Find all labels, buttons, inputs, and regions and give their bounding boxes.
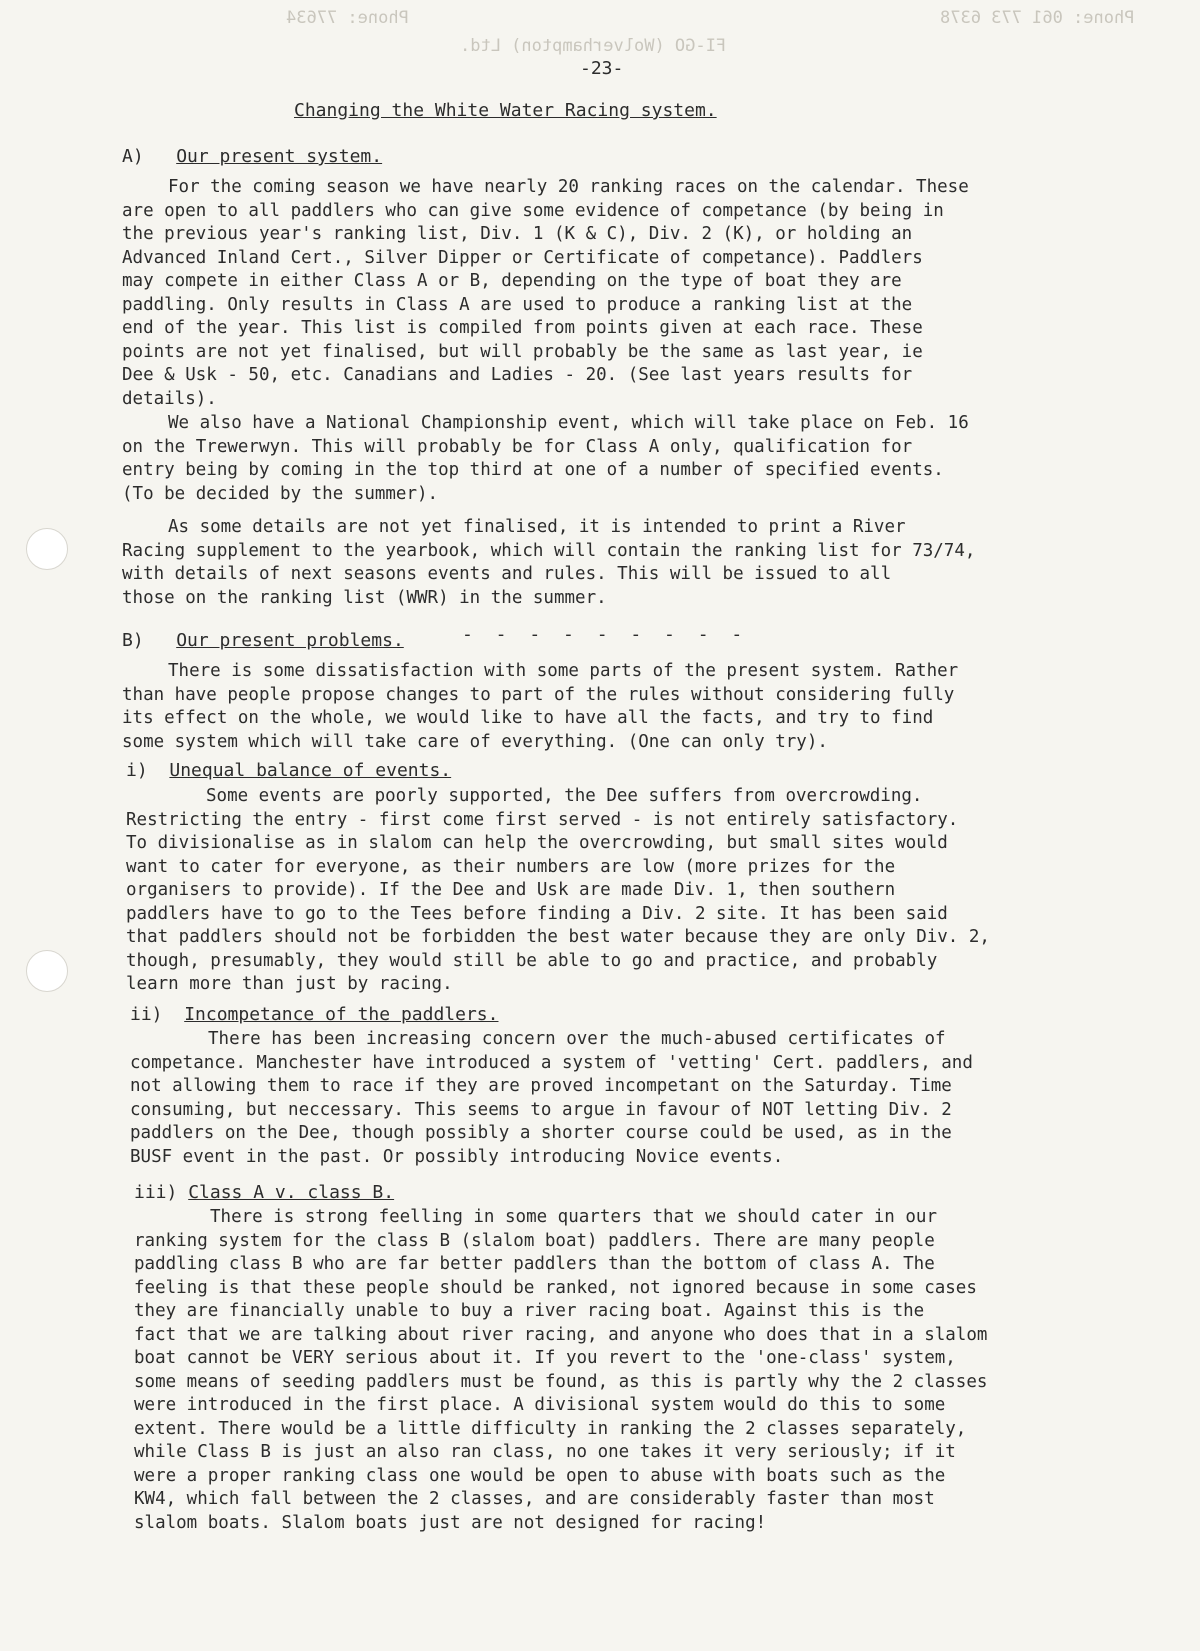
subsection-iii-label: iii) [134,1182,178,1203]
text-line: For the coming season we have nearly 20 ranking races on the calendar. These [168,177,969,197]
text-line: they are financially unable to buy a river racing boat. Against this is the [134,1301,925,1321]
text-line: There has been increasing concern over the much-abused certificates of [208,1029,946,1049]
text-line: organisers to provide). If the Dee and Usk are made Div. 1, then southern [126,880,896,900]
text-line: details). [122,388,217,409]
text-line: (To be decided by the summer). [122,483,439,504]
section-b-intro [122,660,958,754]
section-a-paragraph-1 [122,176,969,411]
text-line: competance. Manchester have introduced a system of 'vetting' Cert. paddlers, and [130,1052,973,1073]
subsection-ii-text [130,1028,973,1169]
subsection-i-heading [126,760,451,781]
subsection-ii-title: Incompetance of the paddlers. [184,1004,499,1025]
section-a-heading [122,146,382,167]
text-line: boat cannot be VERY serious about it. If you revert to the 'one-class' system, [134,1348,956,1368]
section-b-label: B) [122,630,144,651]
text-line: To divisionalise as in slalom can help the overcrowding, but small sites would [126,833,948,853]
text-line: slalom boats. Slalom boats just are not designed for racing! [134,1512,767,1533]
subsection-i-title: Unequal balance of events. [169,760,452,781]
text-line: those on the ranking list (WWR) in the summer. [122,587,607,608]
text-line: paddling class B who are far better paddlers than the bottom of class A. The [134,1254,935,1274]
subsection-iii-text [134,1206,987,1535]
text-line: learn more than just by racing. [126,974,453,994]
subsection-i-text [126,785,990,997]
text-line: its effect on the whole, we would like to have all the facts, and try to find [122,708,934,728]
text-line: There is some dissatisfaction with some parts of the present system. Rather [168,661,959,681]
text-line: while Class B is just an also ran class, no one takes it very seriously; if it [134,1442,956,1462]
text-line: Advanced Inland Cert., Silver Dipper or Certificate of competance). Paddlers [122,247,923,268]
show-through-company: FI-GO (Wolverhampton) Ltd. [460,36,727,56]
text-line: paddlers on the Dee, though possibly a shorter course could be used, as in the [130,1123,952,1143]
section-b-heading [122,630,404,651]
text-line: entry being by coming in the top third at one of a number of specified events. [122,460,944,480]
text-line: with details of next seasons events and rules. This will be issued to all [122,564,892,584]
section-a-title: Our present system. [176,146,383,167]
punch-hole-top [26,528,68,570]
text-line: Dee & Usk - 50, etc. Canadians and Ladies - 20. (See last years results for [122,365,913,385]
text-line: KW4, which fall between the 2 classes, and are considerably faster than most [134,1489,935,1509]
show-through-phone-left: Phone: 77634 [286,8,409,28]
text-line: want to cater for everyone, as their numbers are low (more prizes for the [126,856,896,877]
text-line: consuming, but neccessary. This seems to argue in favour of NOT letting Div. 2 [130,1099,952,1120]
text-line: Racing supplement to the yearbook, which will contain the ranking list for 73/74, [122,540,976,561]
text-line: some system which will take care of everything. (One can only try). [122,731,828,752]
text-line: BUSF event in the past. Or possibly introducing Novice events. [130,1146,784,1167]
text-line: Restricting the entry - first come first served - is not entirely satisfactory. [126,809,959,830]
page-number: -23- [580,58,624,79]
section-separator: - - - - - - - - - [462,624,749,645]
text-line: paddling. Only results in Class A are used to produce a ranking list at the [122,294,913,315]
text-line: feeling is that these people should be ranked, not ignored because in some cases [134,1277,977,1298]
subsection-i-label: i) [126,760,148,781]
subsection-iii-title: Class A v. class B. [188,1182,395,1203]
subsection-ii-label: ii) [130,1004,163,1025]
text-line: There is strong feelling in some quarters that we should cater in our [210,1207,937,1227]
text-line: extent. There would be a little difficulty in ranking the 2 classes separately, [134,1418,967,1439]
text-line: than have people propose changes to part of the rules without considering fully [122,684,955,705]
text-line: We also have a National Championship event, which will take place on Feb. 16 [168,413,969,433]
text-line: not allowing them to race if they are proved incompetant on the Saturday. Time [130,1076,952,1096]
text-line: points are not yet finalised, but will probably be the same as last year, ie [122,341,923,362]
text-line: As some details are not yet finalised, it is intended to print a River [168,517,906,537]
page-title: Changing the White Water Racing system. [294,100,717,121]
text-line: the previous year's ranking list, Div. 1 (K & C), Div. 2 (K), or holding an [122,224,913,244]
punch-hole-bottom [26,950,68,992]
text-line: end of the year. This list is compiled from points given at each race. These [122,318,923,338]
section-b-title: Our present problems. [176,630,404,651]
text-line: though, presumably, they would still be able to go and practice, and probably [126,950,938,971]
text-line: are open to all paddlers who can give some evidence of competance (by being in [122,200,944,221]
text-line: Some events are poorly supported, the Dee suffers from overcrowding. [206,786,923,806]
section-a-paragraph-2 [122,412,969,506]
section-a-label: A) [122,146,144,167]
text-line: fact that we are talking about river racing, and anyone who does that in a slalom [134,1324,988,1345]
text-line: on the Trewerwyn. This will probably be for Class A only, qualification for [122,436,913,457]
text-line: some means of seeding paddlers must be found, as this is partly why the 2 classes [134,1371,988,1392]
text-line: that paddlers should not be forbidden the best water because they are only Div. 2, [126,927,990,947]
text-line: may compete in either Class A or B, depending on the type of boat they are [122,271,902,291]
section-a-paragraph-3 [122,516,975,610]
text-line: were a proper ranking class one would be open to abuse with boats such as the [134,1465,946,1486]
subsection-iii-heading [134,1182,394,1203]
subsection-ii-heading [130,1004,498,1025]
text-line: ranking system for the class B (slalom boat) paddlers. There are many people [134,1230,935,1251]
text-line: paddlers have to go to the Tees before finding a Div. 2 site. It has been said [126,903,948,924]
show-through-phone-right: Phone: 061 773 6378 [940,8,1135,28]
text-line: were introduced in the first place. A divisional system would do this to some [134,1395,946,1415]
